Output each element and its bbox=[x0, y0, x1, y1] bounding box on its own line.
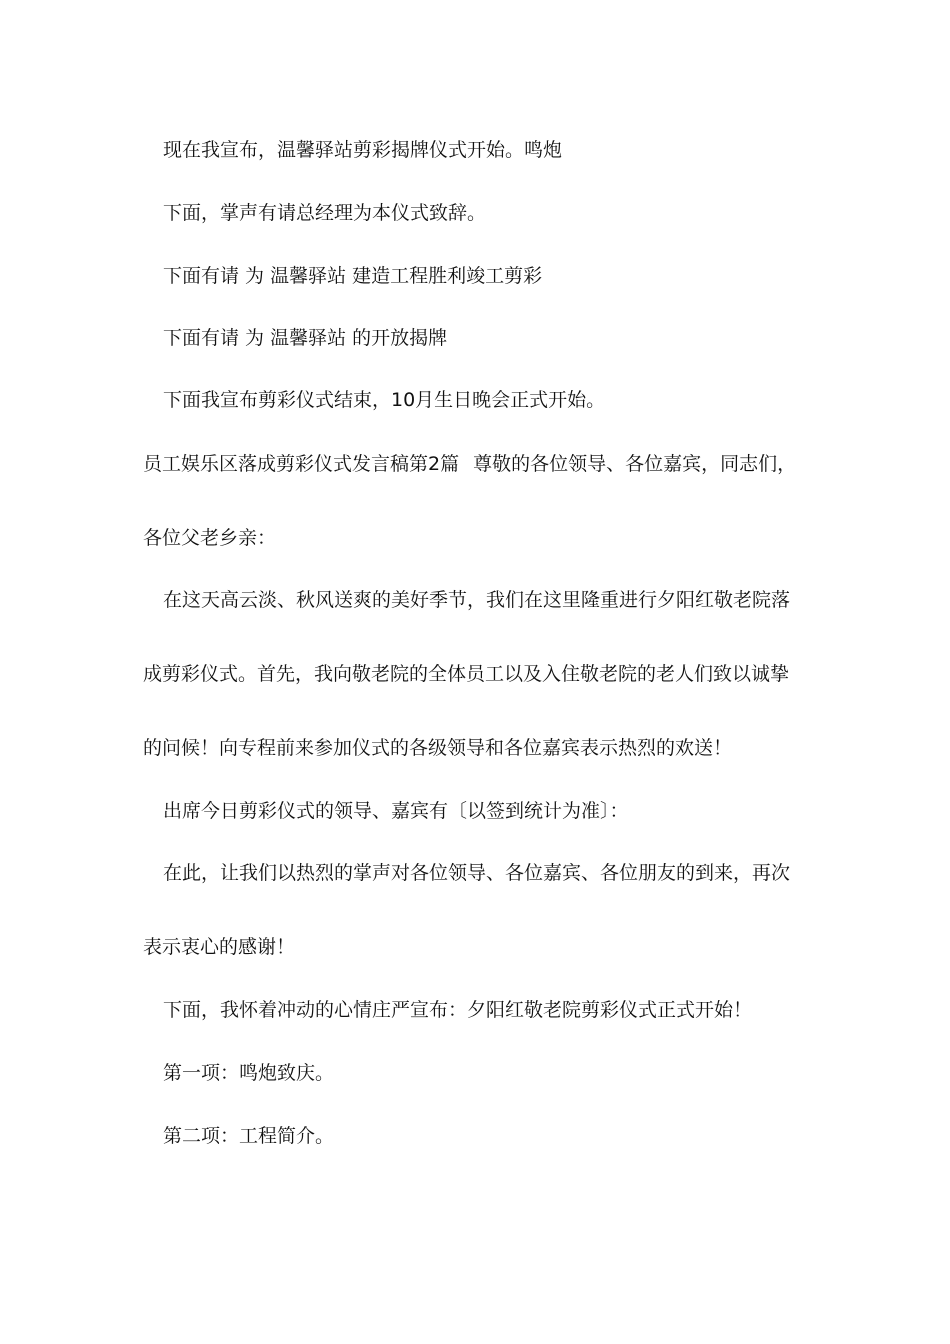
salutation-continued: 各位父老乡亲： bbox=[143, 527, 277, 549]
section-heading-line bbox=[143, 451, 796, 477]
agenda-item-2: 第二项：工程简介。 bbox=[163, 1125, 335, 1147]
paragraph-attendees: 出席今日剪彩仪式的领导、嘉宾有〔以签到统计为准〕： bbox=[163, 800, 629, 822]
paragraph-thanks-line-2: 表示衷心的感谢！ bbox=[143, 936, 296, 958]
paragraph-unveiling: 下面有请 为 温馨驿站 的开放揭牌 bbox=[163, 327, 448, 349]
paragraph-welcome-line-3: 的问候！向专程前来参加仪式的各级领导和各位嘉宾表示热烈的欢送！ bbox=[143, 737, 733, 759]
paragraph-ceremony-end: 下面我宣布剪彩仪式结束，10月生日晚会正式开始。 bbox=[163, 389, 606, 411]
paragraph-thanks-line-1: 在此，让我们以热烈的掌声对各位领导、各位嘉宾、各位朋友的到来，再次 bbox=[163, 862, 791, 884]
paragraph-declare-start: 下面，我怀着冲动的心情庄严宣布：夕阳红敬老院剪彩仪式正式开始！ bbox=[163, 999, 753, 1021]
paragraph-welcome-line-2: 成剪彩仪式。首先，我向敬老院的全体员工以及入住敬老院的老人们致以诚挚 bbox=[143, 663, 790, 685]
paragraph-manager-speech: 下面，掌声有请总经理为本仪式致辞。 bbox=[163, 202, 487, 224]
paragraph-ribbon-cutting: 下面有请 为 温馨驿站 建造工程胜利竣工剪彩 bbox=[163, 265, 543, 287]
agenda-item-1: 第一项：鸣炮致庆。 bbox=[163, 1062, 335, 1084]
paragraph-announce-start: 现在我宣布，温馨驿站剪彩揭牌仪式开始。鸣炮 bbox=[163, 139, 563, 161]
salutation: 尊敬的各位领导、各位嘉宾，同志们， bbox=[473, 453, 797, 475]
section-heading: 员工娱乐区落成剪彩仪式发言稿第2篇 bbox=[143, 453, 460, 475]
paragraph-welcome-line-1: 在这天高云淡、秋风送爽的美好季节，我们在这里隆重进行夕阳红敬老院落 bbox=[163, 589, 791, 611]
